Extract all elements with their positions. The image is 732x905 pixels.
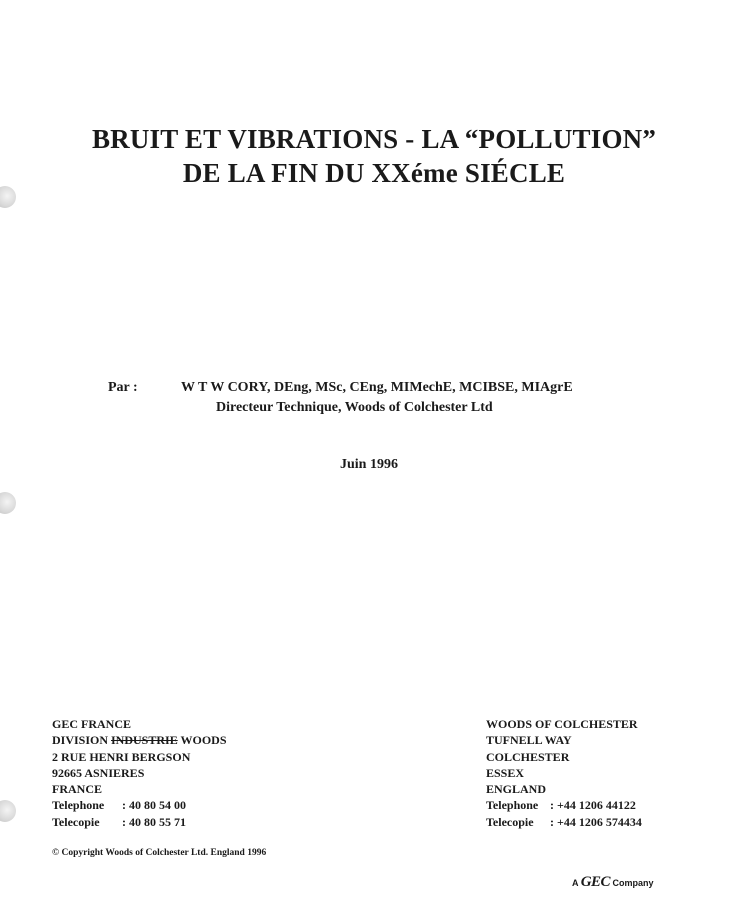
document-title-line2: DE LA FIN DU XXéme SIÉCLE (182, 158, 566, 188)
logo-prefix: A (572, 878, 579, 888)
struck-text: INDUSTRIE (111, 733, 178, 748)
address-right-line3: COLCHESTER (486, 749, 570, 764)
address-right (486, 716, 642, 830)
address-left-line2: DIVISION INDUSTRIE WOODS (52, 733, 227, 748)
address-left-line4: 92665 ASNIERES (52, 765, 145, 780)
author-name: W T W CORY, DEng, MSc, CEng, MIMechE, MCIBSE, MIAgrE (181, 380, 573, 395)
address-left-line3: 2 RUE HENRI BERGSON (52, 749, 191, 764)
author-label: Par : (108, 380, 138, 395)
address-right-line2: TUFNELL WAY (486, 733, 572, 748)
binder-hole-top (0, 186, 16, 208)
document-date: Juin 1996 (340, 457, 398, 472)
address-right-line4: ESSEX (486, 765, 525, 780)
address-left-line1: GEC FRANCE (52, 717, 132, 731)
address-right-telephone: Telephone : +44 1206 44122 (486, 798, 636, 813)
address-left-line5: FRANCE (52, 782, 102, 797)
document-title-line1: BRUIT ET VIBRATIONS - LA “POLLUTION” (91, 124, 657, 154)
address-left-telecopie: Telecopie : 40 80 55 71 (52, 814, 186, 829)
binder-hole-middle (0, 492, 16, 514)
binder-hole-bottom (0, 800, 16, 822)
author-position: Directeur Technique, Woods of Colchester Ltd (216, 400, 493, 415)
address-right-telecopie: Telecopie : +44 1206 574434 (486, 814, 642, 829)
address-right-line1: WOODS OF COLCHESTER (486, 717, 638, 731)
copyright-notice: © Copyright Woods of Colchester Ltd. England 1996 (52, 848, 267, 858)
gec-logo-mark: GEC (580, 874, 611, 890)
logo-suffix: Company (612, 878, 654, 888)
address-left (52, 716, 227, 830)
address-left-telephone: Telephone : 40 80 54 00 (52, 798, 186, 813)
gec-company-logo (572, 874, 654, 891)
address-right-line5: ENGLAND (486, 782, 547, 797)
